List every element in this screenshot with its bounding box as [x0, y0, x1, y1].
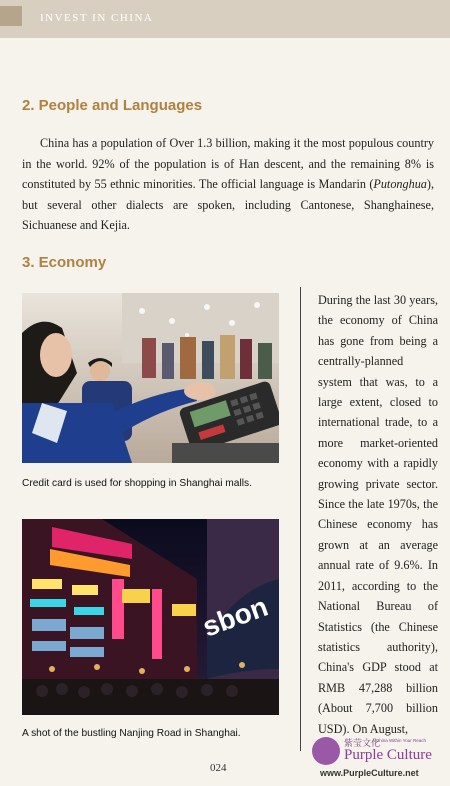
credit-card-shopping-illustration — [22, 293, 279, 463]
watermark-tagline: A China Within Your Reach — [372, 738, 427, 743]
photo2-caption: A shot of the bustling Nanjing Road in Shanghai. — [22, 728, 241, 739]
watermark-name: Purple Culture — [344, 747, 432, 763]
nanjing-road-illustration — [22, 519, 279, 715]
column-divider — [300, 287, 301, 751]
header-tab-decoration — [0, 6, 22, 26]
economy-paragraph: During the last 30 years, the economy of China has gone from being a centrally-planned system that was, to a large extent, closed to international trade, to a more market-oriented economy with a rapidly growing private sector. Since the late 1970s, the Chinese economy has grown at an average annual rate of 9.6%. In 2011, according to the National Bureau of Statistics (the Chinese statistics authority), China's GDP stood at RMB 47,288 billion (About 7,700 billion USD). On August, — [318, 293, 438, 736]
page-number: 024 — [210, 762, 227, 774]
paragraph-text-part-1: China has a population of Over 1.3 billion, making it the most populous country in the world. 92% of the population is of Han descent, and the remaining 8% is constituted by 55 ethnic minorities. The official language is Mandarin ( — [22, 136, 434, 191]
people-languages-paragraph — [22, 133, 434, 236]
purple-culture-watermark — [312, 735, 448, 783]
paragraph-italic-term: Putonghua — [373, 177, 427, 191]
paragraph-text-part-2: ), but several other dialects are spoken, including Cantonese, Shanghainese, Sichuanese and Kejia. — [22, 177, 434, 232]
running-header-title: INVEST IN CHINA — [40, 12, 154, 24]
purple-culture-logo-icon — [312, 737, 340, 765]
watermark-url: www.PurpleCulture.net — [320, 768, 419, 778]
section-heading-economy: 3. Economy — [22, 254, 107, 271]
credit-card-shopping-photo — [22, 293, 279, 463]
photo1-caption: Credit card is used for shopping in Shanghai malls. — [22, 478, 252, 489]
lisbon-neon-sign: sbon — [198, 590, 272, 643]
running-header — [0, 0, 450, 38]
section-heading-people-languages: 2. People and Languages — [22, 97, 203, 114]
watermark-chinese: 紫莹文化 — [344, 738, 381, 748]
nanjing-road-photo — [22, 519, 279, 715]
